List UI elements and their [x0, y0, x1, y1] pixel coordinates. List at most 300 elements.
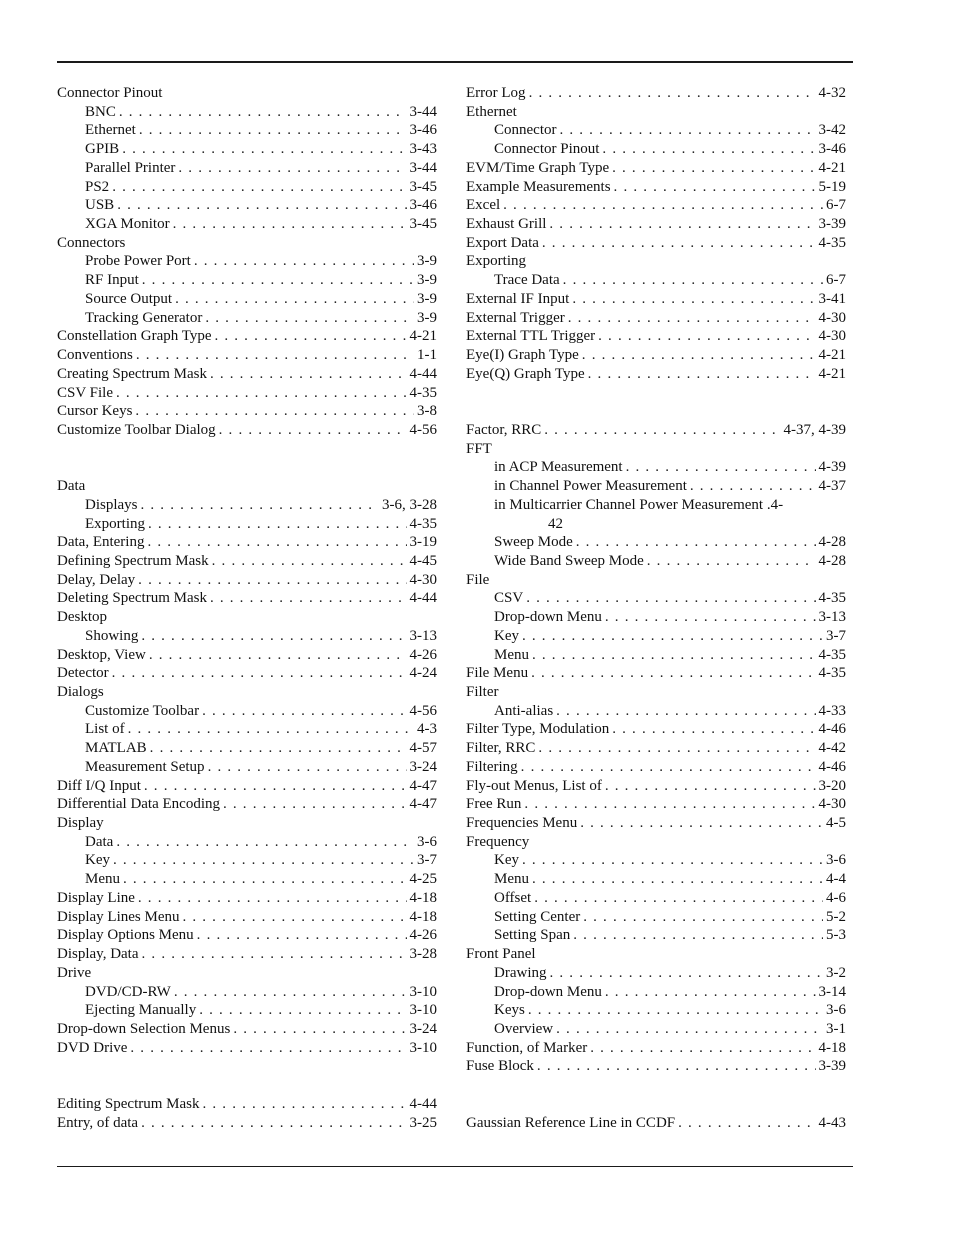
dot-leader	[112, 178, 406, 197]
dot-leader	[534, 889, 823, 908]
index-subentry	[466, 702, 846, 721]
dot-leader	[136, 346, 414, 365]
dot-leader	[529, 84, 816, 103]
dot-leader	[210, 589, 407, 608]
page-reference: 3-6	[826, 852, 846, 869]
index-entry	[466, 290, 846, 309]
dot-leader	[116, 384, 407, 403]
dot-leader	[576, 533, 816, 552]
page-reference: 1-1	[417, 347, 437, 364]
page-reference: 4-3	[417, 721, 437, 738]
dot-leader	[647, 552, 816, 571]
page-reference: 4-26	[409, 927, 437, 944]
index-entry	[466, 795, 846, 814]
entry-term: Setting Center	[494, 908, 581, 925]
index-subentry	[466, 1001, 846, 1020]
dot-leader	[612, 720, 815, 739]
entry-term: Factor, RRC	[466, 421, 542, 438]
page-reference: 4-24	[409, 665, 437, 682]
entry-term: Display Options Menu	[57, 927, 194, 944]
entry-term: Diff I/Q Input	[57, 777, 141, 794]
index-subentry	[57, 159, 437, 178]
dot-leader	[202, 702, 406, 721]
index-subentry	[57, 702, 437, 721]
entry-term: Creating Spectrum Mask	[57, 365, 207, 382]
entry-term: Editing Spectrum Mask	[57, 1095, 200, 1112]
dot-leader	[208, 758, 407, 777]
page-reference: 3-1	[826, 1020, 846, 1037]
index-subentry	[57, 983, 437, 1002]
entry-term: Display, Data	[57, 946, 139, 963]
index-entry	[466, 159, 846, 178]
entry-term: Setting Span	[494, 927, 571, 944]
index-entry	[57, 664, 437, 683]
index-entry	[57, 477, 437, 496]
entry-term: Defining Spectrum Mask	[57, 552, 209, 569]
dot-leader	[144, 777, 407, 796]
index-subentry	[57, 627, 437, 646]
index-entry	[57, 889, 437, 908]
page-reference: 4-21	[818, 347, 846, 364]
page-reference: 5-3	[826, 927, 846, 944]
index-subentry	[466, 589, 846, 608]
dot-leader	[113, 851, 414, 870]
index-subentry	[466, 477, 846, 496]
index-entry	[57, 795, 437, 814]
dot-leader	[194, 252, 414, 271]
page-reference: 4-30	[818, 796, 846, 813]
index-subentry	[57, 103, 437, 122]
page-reference: 4-37, 4-39	[783, 421, 846, 438]
index-subentry	[57, 178, 437, 197]
page-reference: 3-28	[409, 946, 437, 963]
entry-term: Menu	[494, 646, 529, 663]
dot-leader	[197, 926, 407, 945]
entry-term: Probe Power Port	[85, 253, 191, 270]
page-reference: 4-21	[409, 328, 437, 345]
index-entry	[466, 571, 846, 590]
entry-term: Constellation Graph Type	[57, 328, 212, 345]
entry-term: Frequency	[466, 833, 530, 850]
index-subentry	[466, 983, 846, 1002]
dot-leader	[138, 571, 406, 590]
entry-term: Connector Pinout	[494, 141, 600, 158]
dot-leader	[582, 346, 816, 365]
entry-term: Gaussian Reference Line in CCDF	[466, 1114, 676, 1131]
dot-leader	[223, 795, 407, 814]
entry-term: Eye(I) Graph Type	[466, 347, 579, 364]
page-reference: 4-25	[409, 871, 437, 888]
index-entry	[466, 421, 846, 440]
page-reference: 3-9	[417, 290, 437, 307]
entry-term: Drop-down Menu	[494, 609, 602, 626]
index-subentry	[57, 870, 437, 889]
index-entry	[466, 196, 846, 215]
page-reference: 4-30	[409, 571, 437, 588]
dot-leader	[128, 720, 414, 739]
page-reference: 3-6, 3-28	[382, 496, 437, 513]
dot-leader	[531, 664, 815, 683]
dot-leader	[678, 1114, 815, 1133]
entry-term: Frequencies Menu	[466, 815, 578, 832]
dot-leader	[563, 271, 823, 290]
index-entry	[466, 215, 846, 234]
page-reference: 3-39	[818, 216, 846, 233]
index-entry	[57, 384, 437, 403]
page-reference: 3-44	[409, 103, 437, 120]
index-entry	[57, 365, 437, 384]
page-reference: 5-2	[826, 908, 846, 925]
entry-term: Excel	[466, 197, 501, 214]
entry-term: Key	[85, 852, 110, 869]
index-entry	[57, 646, 437, 665]
index-entry	[466, 739, 846, 758]
entry-term: Delay, Delay	[57, 571, 136, 588]
index-subentry	[466, 851, 846, 870]
top-rule	[57, 61, 853, 63]
dot-leader	[150, 739, 407, 758]
page-reference: 4-39	[818, 459, 846, 476]
dot-leader	[522, 627, 823, 646]
index-subentry	[466, 926, 846, 945]
entry-term: Parallel Printer	[85, 159, 176, 176]
dot-leader	[112, 664, 407, 683]
dot-leader	[580, 814, 823, 833]
entry-term: Cursor Keys	[57, 403, 133, 420]
page-reference: 4-46	[818, 721, 846, 738]
page-reference: 4-45	[409, 552, 437, 569]
index-subentry	[57, 720, 437, 739]
entry-term: DVD Drive	[57, 1039, 128, 1056]
index-subentry	[466, 608, 846, 627]
entry-term: DVD/CD-RW	[85, 983, 171, 1000]
page-reference: 6-7	[826, 197, 846, 214]
page-reference: 3-24	[409, 758, 437, 775]
entry-term: Drop-down Selection Menus	[57, 1020, 231, 1037]
dot-leader	[178, 159, 406, 178]
entry-term: Detector	[57, 665, 109, 682]
page-reference: 3-45	[409, 178, 437, 195]
page-reference: 3-9	[417, 309, 437, 326]
dot-leader	[524, 795, 815, 814]
entry-term: Fuse Block	[466, 1058, 534, 1075]
page-reference: 4-35	[409, 384, 437, 401]
index-entry	[57, 346, 437, 365]
index-entry	[466, 758, 846, 777]
dot-leader	[542, 234, 816, 253]
page-reference: 4-6	[826, 889, 846, 906]
index-entry	[57, 908, 437, 927]
index-entry	[57, 1095, 437, 1114]
dot-leader	[522, 851, 823, 870]
index-entry	[57, 1114, 437, 1133]
entry-term: Example Measurements	[466, 178, 611, 195]
dot-leader	[532, 646, 816, 665]
index-entry	[466, 440, 846, 459]
index-entry	[57, 327, 437, 346]
entry-term: Tracking Generator	[85, 309, 203, 326]
entry-term: External Trigger	[466, 309, 565, 326]
index-entry	[466, 664, 846, 683]
entry-term: Exporting	[85, 515, 145, 532]
index-column-right	[466, 84, 846, 1132]
page-reference: 4-44	[409, 590, 437, 607]
page-reference: 3-39	[818, 1058, 846, 1075]
bottom-rule	[57, 1166, 853, 1167]
entry-term: Showing	[85, 627, 139, 644]
index-entry	[466, 346, 846, 365]
dot-leader	[556, 1020, 823, 1039]
index-subentry	[57, 515, 437, 534]
index-spacer	[466, 402, 846, 421]
dot-leader	[212, 552, 407, 571]
entry-term: Drop-down Menu	[494, 983, 602, 1000]
dot-leader	[175, 290, 414, 309]
page-reference: 4-56	[409, 702, 437, 719]
dot-leader	[174, 983, 407, 1002]
entry-term: Display	[57, 815, 104, 832]
page-reference: 3-9	[417, 253, 437, 270]
entry-term: Sweep Mode	[494, 534, 573, 551]
dot-leader	[214, 327, 406, 346]
index-entry	[466, 814, 846, 833]
page-reference: 4-44	[409, 365, 437, 382]
entry-term: Drawing	[494, 964, 547, 981]
dot-leader	[141, 1114, 406, 1133]
index-entry	[466, 234, 846, 253]
page-reference: 3-46	[409, 197, 437, 214]
index-entry	[57, 552, 437, 571]
page-reference: 3-25	[409, 1114, 437, 1131]
index-subentry	[57, 1001, 437, 1020]
index-entry	[57, 926, 437, 945]
index-entry	[466, 720, 846, 739]
index-entry	[57, 234, 437, 253]
index-entry	[466, 252, 846, 271]
entry-term: Exhaust Grill	[466, 216, 547, 233]
dot-leader	[182, 908, 406, 927]
page-reference: 3-7	[417, 852, 437, 869]
page-reference: 4-56	[409, 421, 437, 438]
index-entry	[466, 365, 846, 384]
index-entry	[57, 533, 437, 552]
page-reference: 4-18	[818, 1039, 846, 1056]
index-spacer	[57, 440, 437, 459]
page-reference: 5-19	[818, 178, 846, 195]
index-column-left	[57, 84, 437, 1132]
index-subentry	[466, 271, 846, 290]
dot-leader	[210, 365, 407, 384]
index-subentry	[57, 758, 437, 777]
index-subentry	[57, 215, 437, 234]
entry-term: Conventions	[57, 347, 133, 364]
dot-leader	[205, 309, 414, 328]
entry-term: Anti-alias	[494, 702, 554, 719]
index-subentry	[466, 964, 846, 983]
dot-leader	[123, 870, 407, 889]
page-reference: 3-14	[818, 983, 846, 1000]
page-reference: 4-5	[826, 815, 846, 832]
entry-term: CSV File	[57, 384, 113, 401]
entry-term: Desktop	[57, 609, 107, 626]
page-reference: 4-18	[409, 908, 437, 925]
index-entry	[466, 327, 846, 346]
page-reference: 3-13	[409, 627, 437, 644]
index-entry	[57, 1039, 437, 1058]
entry-term: File Menu	[466, 665, 529, 682]
index-spacer	[466, 384, 846, 403]
page-reference: 4-35	[818, 590, 846, 607]
entry-term: File	[466, 571, 490, 588]
dot-leader	[559, 121, 815, 140]
index-subentry	[57, 121, 437, 140]
entry-term: Filter	[466, 684, 499, 700]
entry-term: in Multicarrier Channel Power Measurement .4-	[494, 496, 784, 513]
index-entry	[57, 1020, 437, 1039]
page-reference: 4-30	[818, 309, 846, 326]
index-spacer	[466, 1095, 846, 1114]
page-reference: 3-13	[818, 609, 846, 626]
index-entry	[466, 84, 846, 103]
page-reference: 3-43	[409, 141, 437, 158]
entry-term: Export Data	[466, 234, 539, 251]
entry-term: Ethernet	[466, 103, 517, 120]
entry-term: RF Input	[85, 272, 139, 289]
page-reference: 4-43	[818, 1114, 846, 1131]
index-subentry	[466, 646, 846, 665]
entry-term: Exporting	[466, 253, 526, 270]
dot-leader	[135, 402, 414, 421]
entry-term: PS2	[85, 178, 110, 195]
index-entry	[466, 103, 846, 122]
entry-term: Measurement Setup	[85, 758, 205, 775]
dot-leader	[550, 964, 824, 983]
entry-term: Display Lines Menu	[57, 908, 180, 925]
entry-term: Connector	[494, 122, 557, 139]
page-reference: 4-21	[818, 159, 846, 176]
page-reference: 3-10	[409, 983, 437, 1000]
dot-leader	[122, 140, 406, 159]
index-entry	[57, 402, 437, 421]
entry-term: Customize Toolbar Dialog	[57, 421, 216, 438]
entry-term: Eye(Q) Graph Type	[466, 365, 585, 382]
page-reference: 4-33	[818, 702, 846, 719]
index-subentry	[466, 908, 846, 927]
entry-term: Filter, RRC	[466, 740, 536, 757]
page-reference: 3-44	[409, 159, 437, 176]
index-subentry	[57, 833, 437, 852]
page-reference: 3-10	[409, 1002, 437, 1019]
page-reference: 4-4	[826, 871, 846, 888]
page-reference: 3-46	[818, 141, 846, 158]
entry-term: Displays	[85, 496, 138, 513]
entry-term: Filtering	[466, 758, 518, 775]
page-reference: 3-42	[818, 122, 846, 139]
page-reference: 4-30	[818, 328, 846, 345]
entry-term: Dialogs	[57, 684, 104, 700]
dot-leader	[149, 646, 407, 665]
entry-term: Source Output	[85, 290, 173, 307]
page-reference: 4-46	[818, 758, 846, 775]
dot-leader	[199, 1001, 406, 1020]
index-subentry	[466, 121, 846, 140]
index-entry	[57, 945, 437, 964]
page-reference: 6-7	[826, 272, 846, 289]
index-entry	[466, 1114, 846, 1133]
index-entry	[57, 421, 437, 440]
entry-term: Function, of Marker	[466, 1039, 588, 1056]
dot-leader	[605, 777, 816, 796]
entry-term: Front Panel	[466, 946, 536, 963]
dot-leader	[117, 196, 406, 215]
index-subentry	[57, 739, 437, 758]
index-entry	[466, 309, 846, 328]
index-subentry	[466, 552, 846, 571]
entry-term: Differential Data Encoding	[57, 796, 220, 813]
entry-term: Ejecting Manually	[85, 1002, 197, 1019]
entry-term: Free Run	[466, 796, 522, 813]
page-reference: 3-6	[826, 1002, 846, 1019]
index-subentry	[57, 271, 437, 290]
index-subentry	[466, 533, 846, 552]
index-entry	[466, 1057, 846, 1076]
index-entry	[57, 589, 437, 608]
index-entry	[466, 683, 846, 702]
dot-leader	[583, 908, 823, 927]
index-entry	[57, 84, 437, 103]
index-entry	[466, 833, 846, 852]
dot-leader	[605, 983, 816, 1002]
dot-leader	[130, 1039, 406, 1058]
dot-leader	[544, 421, 780, 440]
dot-leader	[590, 1039, 815, 1058]
index-subentry	[466, 458, 846, 477]
entry-term: FFT	[466, 440, 492, 457]
page-reference: 4-42	[818, 740, 846, 757]
page-reference: 3-9	[417, 272, 437, 289]
dot-leader	[139, 121, 407, 140]
page-reference: 3-20	[818, 777, 846, 794]
dot-leader	[233, 1020, 406, 1039]
entry-term: GPIB	[85, 141, 120, 158]
index-subentry	[466, 496, 846, 515]
page-reference: 4-21	[818, 365, 846, 382]
entry-term: Filter Type, Modulation	[466, 721, 610, 738]
index-spacer	[57, 1076, 437, 1095]
index-entry	[466, 1039, 846, 1058]
index-subentry	[57, 290, 437, 309]
entry-term: Offset	[494, 889, 532, 906]
entry-term: Trace Data	[494, 272, 560, 289]
index-subentry	[57, 140, 437, 159]
entry-term: Desktop, View	[57, 646, 146, 663]
entry-term: Deleting Spectrum Mask	[57, 590, 207, 607]
dot-leader	[532, 870, 823, 889]
entry-term: Keys	[494, 1002, 525, 1019]
page-reference: 4-28	[818, 552, 846, 569]
entry-term: External TTL Trigger	[466, 328, 596, 345]
page-reference: 4-18	[409, 889, 437, 906]
entry-term: 42	[548, 515, 563, 532]
dot-leader	[528, 1001, 823, 1020]
dot-leader	[573, 926, 823, 945]
entry-term: Error Log	[466, 85, 526, 101]
page-reference: 4-47	[409, 796, 437, 813]
dot-leader	[612, 159, 815, 178]
entry-term: Entry, of data	[57, 1114, 139, 1131]
index-spacer	[57, 458, 437, 477]
entry-term: in Channel Power Measurement	[494, 478, 687, 495]
